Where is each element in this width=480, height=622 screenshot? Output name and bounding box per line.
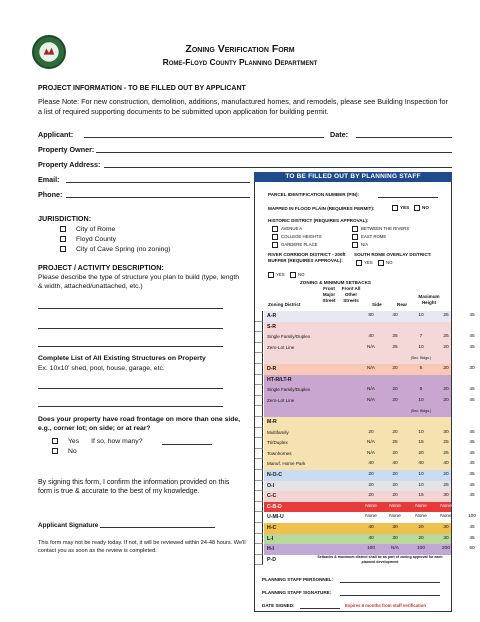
district-name: Tri/Duplex — [267, 440, 288, 446]
checkbox-icon[interactable] — [392, 205, 398, 211]
setback-cell: 10 — [418, 313, 424, 318]
setback-cell: 30 — [443, 525, 449, 530]
staff-personnel-field[interactable] — [340, 582, 440, 583]
historic-title: HISTORIC DISTRICT (REQUIRES APPROVAL): — [268, 218, 369, 223]
row-checkbox[interactable] — [255, 470, 263, 481]
frontage-no-option[interactable]: No — [52, 447, 77, 456]
district-name: D-R — [267, 366, 277, 372]
checkbox-icon[interactable] — [352, 234, 358, 240]
form-title: Zoning Verification Form — [185, 43, 295, 55]
activity-line-1[interactable] — [38, 308, 223, 309]
setback-cell: 45 — [469, 493, 475, 499]
row-checkbox[interactable] — [255, 459, 263, 470]
river-corridor-title: RIVER CORRIDOR DISTRICT - 200ft BUFFER (REQUIRES APPROVAL): — [268, 252, 346, 263]
expiration-note: Expires 6 months from staff verification — [345, 603, 426, 608]
setback-row — [255, 428, 475, 439]
existing-structures-title: Complete List of All Existing Structures on Property — [38, 355, 206, 362]
frontage-yes-option[interactable]: Yes If so, how many? — [52, 437, 142, 446]
flood-no[interactable]: NO — [414, 205, 429, 211]
checkbox-icon[interactable] — [356, 260, 362, 266]
staff-date-field[interactable] — [300, 608, 340, 609]
river-yes[interactable]: YES — [268, 272, 285, 278]
setback-cell: 40 — [418, 461, 424, 467]
south-rome-title: SOUTH ROME OVERLAY DISTRICT: — [354, 252, 432, 257]
setback-cell: 45 — [469, 387, 475, 393]
setback-row — [255, 396, 475, 407]
setback-cell: 100 — [467, 514, 476, 520]
setback-cell: 60 — [469, 546, 475, 552]
setback-cell: None — [415, 514, 427, 520]
setback-cell: 25 — [443, 482, 449, 488]
historic-gardere-place[interactable]: GARDERE PLACE — [272, 242, 318, 248]
address-field[interactable] — [104, 167, 452, 168]
historic-east-rome[interactable]: EAST ROME — [352, 234, 386, 240]
setback-cell: 45 — [469, 482, 475, 488]
district-name: C-C — [267, 493, 277, 500]
district-name: Multifamily — [267, 429, 289, 435]
setback-cell: 40 — [392, 313, 398, 318]
activity-instructions: Please describe the type of structure you plan to build (type, length & width, attached/unattached, etc.) — [38, 274, 240, 290]
setback-cell: 20 — [418, 535, 424, 541]
setback-cell: 25 — [392, 440, 398, 446]
setback-cell: 20 — [418, 450, 424, 456]
setback-cell: 7 — [419, 334, 423, 340]
setback-cell: 40 — [368, 334, 374, 340]
setback-row — [255, 491, 475, 502]
applicant-signature-label: Applicant Signature — [38, 522, 99, 529]
form-subtitle: Rome-Floyd County Planning Department — [162, 57, 318, 67]
setback-cell: 10 — [418, 472, 424, 477]
setback-cell: N/A — [367, 387, 375, 393]
instructions-note: Please Note: For new construction, demolition, additions, manufactured homes, and remodels, please see Building Inspection for a list of required supporting documents to be submitted upon application for building permit. — [38, 97, 448, 116]
setback-cell: 25 — [443, 450, 449, 456]
jurisdiction-option-cave-spring[interactable]: City of Cave Spring (no zoning) — [60, 245, 170, 254]
row-checkbox[interactable] — [255, 502, 263, 513]
activity-title: PROJECT / ACTIVITY DESCRIPTION: — [38, 263, 164, 272]
row-checkbox[interactable] — [255, 512, 263, 523]
project-section-title: PROJECT INFORMATION - TO BE FILLED OUT BY APPLICANT — [38, 85, 246, 92]
checkbox-icon[interactable] — [272, 242, 278, 248]
checkbox-icon[interactable] — [268, 272, 274, 278]
district-name: M-R — [267, 419, 277, 425]
setback-cell: 25 — [392, 334, 398, 340]
setback-cell: 20 — [443, 387, 449, 393]
setback-cell: 40 — [443, 461, 449, 467]
row-checkbox[interactable] — [255, 438, 263, 449]
setback-cell: 20 — [443, 366, 449, 371]
setback-cell: 100 — [366, 546, 375, 552]
district-name: O-I — [267, 482, 275, 489]
district-name: A-R — [267, 313, 277, 319]
setback-row — [255, 385, 475, 396]
setback-row — [255, 311, 475, 322]
setback-cell: 20 — [368, 482, 374, 488]
setback-row — [255, 353, 451, 364]
checkbox-icon[interactable] — [60, 236, 66, 242]
checkbox-icon[interactable] — [378, 260, 384, 266]
setback-cell: 30 — [443, 535, 449, 541]
existing-structures-example: Ex. 10x10' shed, pool, house, garage, etc. — [38, 365, 165, 372]
flood-plain-label: MAPPED IN FLOOD PLAIN (REQUIRES PERMIT): — [268, 206, 375, 211]
setback-row — [255, 470, 475, 481]
setback-cell: None — [440, 503, 452, 509]
setback-cell: 25 — [392, 344, 398, 350]
row-checkbox[interactable] — [255, 322, 263, 333]
setback-cell: 20 — [443, 472, 449, 477]
applicant-label: Applicant: — [38, 130, 74, 139]
row-checkbox[interactable] — [255, 544, 263, 555]
setback-row — [255, 364, 475, 375]
setback-cell: 30 — [392, 535, 398, 541]
row-checkbox[interactable] — [255, 481, 263, 492]
district-name: Zero-Lot Line — [267, 397, 295, 403]
checkbox-icon[interactable] — [272, 226, 278, 232]
setback-cell: 20 — [392, 493, 398, 499]
setback-cell: N/A — [367, 366, 375, 371]
row-checkbox[interactable] — [255, 449, 263, 460]
row-checkbox[interactable] — [255, 364, 263, 375]
setback-row — [255, 375, 451, 386]
district-name: S-R — [267, 323, 276, 330]
district-name: L-I — [267, 535, 274, 542]
setback-cell: 200 — [441, 546, 450, 552]
setback-cell: N/A — [367, 344, 375, 350]
setback-row — [255, 406, 451, 417]
col-header-front-other: Front All Other Streets — [341, 286, 361, 303]
district-name: H-I — [267, 546, 274, 553]
setback-cell: None — [365, 503, 377, 509]
setback-cell: 5 — [419, 387, 423, 393]
district-name: Zero-Lot Line — [267, 344, 295, 350]
row-checkbox[interactable] — [255, 343, 263, 354]
setback-cell: 10 — [418, 482, 424, 488]
setback-cell: 20 — [392, 482, 398, 488]
district-name: Manuf. Home Park — [267, 461, 306, 467]
row-checkbox[interactable] — [255, 417, 263, 428]
col-header-front-major: Front Major Street — [322, 286, 336, 303]
setback-cell: 20 — [392, 397, 398, 403]
setback-cell: 10 — [418, 429, 424, 435]
setback-cell: 40 — [368, 535, 374, 541]
activity-line-2[interactable] — [38, 328, 223, 329]
setback-cell: 20 — [392, 450, 398, 456]
checkbox-icon[interactable] — [290, 272, 296, 278]
south-rome-yes[interactable]: YES — [356, 260, 373, 266]
setback-cell: N/A — [367, 450, 375, 456]
setback-cell: None — [415, 503, 427, 509]
setback-cell: 5 — [419, 366, 423, 371]
setback-cell: None — [440, 514, 452, 520]
row-background — [264, 322, 451, 333]
setback-row — [255, 544, 475, 555]
setback-cell: 80 — [368, 313, 374, 318]
row-checkbox[interactable] — [255, 555, 263, 566]
existing-line-1[interactable] — [38, 388, 223, 389]
setback-row — [255, 417, 451, 428]
setback-cell: 40 — [368, 525, 374, 530]
setback-cell: None — [389, 514, 401, 520]
setback-row — [255, 332, 475, 343]
date-label: Date: — [330, 130, 348, 139]
setback-cell: 35 — [469, 472, 475, 477]
setback-cell: 25 — [443, 334, 449, 340]
setback-cell: 40 — [392, 461, 398, 467]
setback-cell: 20 — [368, 493, 374, 499]
row-background — [264, 375, 451, 386]
district-name: P-D — [267, 556, 276, 563]
staff-panel-header: TO BE FILLED OUT BY PLANNING STAFF — [254, 172, 452, 182]
setback-cell: 45 — [469, 334, 475, 340]
setback-cell: (Sec. Bldgs.) — [410, 409, 432, 414]
setback-cell: 30 — [392, 525, 398, 530]
review-footer-note: This form may not be ready today. If not, it will be reviewed within 24-48 hours. We'll contact you as soon as the review is completed. — [38, 540, 246, 554]
pin-label: PARCEL IDENTIFICATION NUMBER (PIN): — [268, 192, 360, 197]
row-checkbox[interactable] — [255, 332, 263, 343]
setbacks-title: ZONING & MINIMUM SETBACKS — [300, 280, 371, 285]
setback-cell: 20 — [392, 366, 398, 371]
setback-cell: N/A — [391, 546, 399, 552]
jurisdiction-option-floyd[interactable]: Floyd County — [60, 235, 116, 244]
staff-date-label: DATE SIGNED: — [262, 603, 295, 608]
historic-avenue-a[interactable]: AVENUE A — [272, 226, 302, 232]
setback-row — [255, 555, 451, 566]
setback-cell: 25 — [443, 313, 449, 318]
setback-cell: 15 — [418, 440, 424, 446]
setback-cell: N/A — [367, 397, 375, 403]
checkbox-icon[interactable] — [352, 226, 358, 232]
frontage-question: Does your property have road frontage on more than one side, e.g., corner lot; on side; or at rear? — [38, 416, 241, 432]
checkbox-icon[interactable] — [60, 246, 66, 252]
district-name: U-MI-U — [267, 514, 284, 521]
row-checkbox[interactable] — [255, 375, 263, 386]
signing-statement: By signing this form, I confirm the information provided on this form is true & accurate to the best of my knowledge. — [38, 479, 230, 495]
historic-college-heights[interactable]: COLLEGE HEIGHTS — [272, 234, 322, 240]
col-header-rear: Rear — [397, 302, 408, 307]
setback-cell: 20 — [392, 429, 398, 435]
pin-field[interactable] — [378, 197, 438, 198]
row-checkbox[interactable] — [255, 311, 263, 322]
col-header-district: Zoning District — [268, 302, 301, 307]
row-checkbox[interactable] — [255, 396, 263, 407]
setback-row — [255, 343, 475, 354]
setback-cell: (Sec. Bldgs.) — [410, 356, 432, 361]
col-header-side: Side — [372, 302, 382, 307]
district-name: HT-R/LT-R — [267, 376, 292, 383]
district-name: C-B-D — [267, 503, 282, 510]
setback-cell: 10 — [418, 397, 424, 403]
flood-yes[interactable]: YES — [392, 205, 409, 211]
historic-between-rivers[interactable]: BETWEEN THE RIVERS — [352, 226, 409, 232]
setback-cell: 10 — [418, 344, 424, 350]
setback-cell: 45 — [469, 313, 475, 318]
setback-cell: 20 — [392, 387, 398, 393]
row-checkbox[interactable] — [255, 534, 263, 545]
setback-row — [255, 438, 475, 449]
row-checkbox[interactable] — [255, 523, 263, 534]
district-name: N-O-C — [267, 472, 282, 478]
setback-cell: 100 — [416, 546, 425, 552]
checkbox-icon[interactable] — [272, 234, 278, 240]
planned-development-note: Setbacks & maximum district shall be as part of zoning approval for each planned development — [317, 554, 443, 564]
setback-row — [255, 322, 451, 333]
setback-cell: 25 — [443, 440, 449, 446]
checkbox-icon[interactable] — [52, 448, 58, 454]
setback-cell: 45 — [469, 535, 475, 541]
setback-row — [255, 523, 475, 534]
district-name: Single Family/Duplex — [267, 334, 311, 340]
setback-cell: 45 — [469, 344, 475, 350]
owner-field[interactable] — [96, 152, 452, 153]
setback-cell: 70 — [469, 503, 475, 509]
setback-cell: 20 — [418, 525, 424, 530]
checkbox-icon[interactable] — [60, 226, 66, 232]
setback-row — [255, 502, 475, 513]
row-checkbox[interactable] — [255, 428, 263, 439]
jurisdiction-option-rome[interactable]: City of Rome — [60, 225, 115, 234]
setback-cell: 45 — [469, 440, 475, 446]
jurisdiction-title: JURISDICTION: — [38, 214, 92, 223]
staff-signature-label: PLANNING STAFF SIGNATURE: — [262, 590, 332, 595]
checkbox-icon[interactable] — [52, 438, 58, 444]
district-name: Single Family/Duplex — [267, 387, 311, 393]
activity-line-3[interactable] — [38, 346, 223, 347]
setback-cell: 45 — [469, 461, 475, 467]
setback-cell: N/A — [367, 440, 375, 446]
river-no[interactable]: NO — [290, 272, 304, 278]
applicant-signature-field[interactable] — [100, 527, 215, 528]
district-name: Townhomes — [267, 450, 292, 456]
setback-cell: 20 — [368, 472, 374, 477]
phone-field[interactable] — [66, 197, 250, 198]
applicant-field[interactable] — [84, 137, 324, 138]
row-checkbox[interactable] — [255, 353, 263, 364]
setback-cell: None — [365, 514, 377, 520]
setback-cell: 45 — [469, 429, 475, 435]
phone-label: Phone: — [38, 190, 63, 199]
email-label: Email: — [38, 175, 60, 184]
date-field[interactable] — [356, 137, 452, 138]
setback-cell: 20 — [368, 429, 374, 435]
existing-line-2[interactable] — [38, 406, 223, 407]
owner-label: Property Owner: — [38, 145, 95, 154]
setback-cell: 15 — [418, 493, 424, 499]
setback-row — [255, 459, 475, 470]
setback-cell: 45 — [469, 397, 475, 403]
address-label: Property Address: — [38, 160, 101, 169]
setback-row — [255, 481, 475, 492]
south-rome-no[interactable]: NO — [378, 260, 392, 266]
row-checkbox[interactable] — [255, 491, 263, 502]
setback-cell: 45 — [469, 450, 475, 456]
staff-signature-field[interactable] — [340, 595, 440, 596]
checkbox-icon[interactable] — [352, 242, 358, 248]
frontage-count-field[interactable] — [162, 444, 212, 445]
setback-cell: 30 — [443, 493, 449, 499]
row-background — [264, 417, 451, 428]
historic-na[interactable]: N/A — [352, 242, 368, 248]
setback-cell: 20 — [392, 472, 398, 477]
setback-cell: 20 — [443, 397, 449, 403]
setback-cell: 30 — [469, 366, 475, 371]
setback-row — [255, 534, 475, 545]
district-name: H-C — [267, 525, 277, 531]
checkbox-icon[interactable] — [414, 205, 420, 211]
email-field[interactable] — [66, 182, 250, 183]
setback-row — [255, 512, 476, 523]
setback-cell: 20 — [443, 344, 449, 350]
col-header-max-height: Maximum Height — [418, 294, 440, 305]
row-checkbox[interactable] — [255, 385, 263, 396]
setback-cell: 40 — [368, 461, 374, 467]
setback-cell: 45 — [469, 525, 475, 530]
row-checkbox[interactable] — [255, 406, 263, 417]
staff-personnel-label: PLANNING STAFF PERSONNEL: — [262, 577, 334, 582]
setback-cell: None — [389, 503, 401, 509]
setback-row — [255, 449, 475, 460]
setback-cell: 30 — [443, 429, 449, 435]
